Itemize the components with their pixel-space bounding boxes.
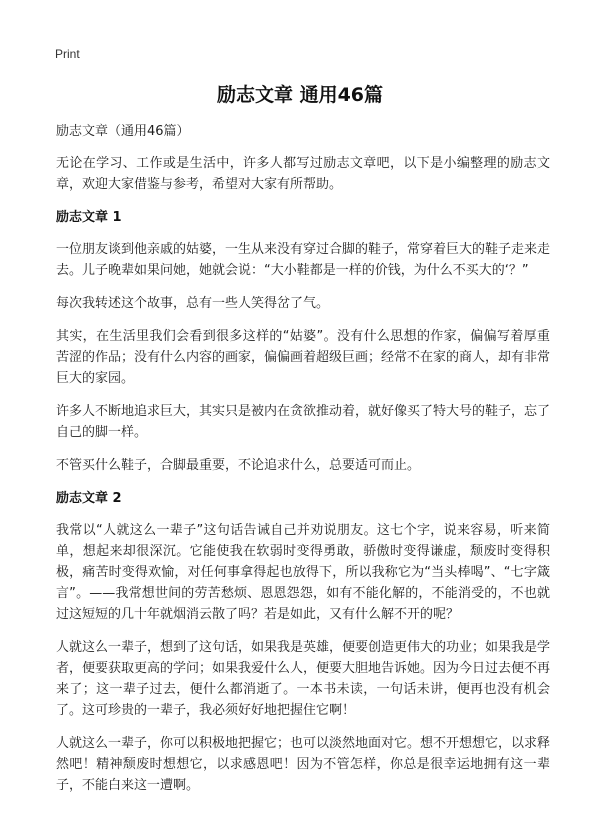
print-label: Print: [55, 47, 80, 61]
intro-paragraph: 无论在学习、工作或是生活中，许多人都写过励志文章吧，以下是小编整理的励志文章，欢迎大家借鉴与参考，希望对大家有所帮助。: [56, 156, 550, 192]
section-2-paragraph: 人就这么一辈子，想到了这句话，如果我是英雄，便要创造更伟大的功业；如果我是学者，便要获取更高的学问；如果我爱什么人，便要大胆地告诉她。因为今日过去便不再来了；这一辈子过去，便什么都消逝了。一本书未读，一句话未讲，便再也没有机会了。这可珍贵的一辈子，我必须好好地把握住它啊！: [56, 640, 551, 718]
section-2-paragraph: 我常以“人就这么一辈子”这句话告诫自己并劝说朋友。这七个字，说来容易，听来简单，想起来却很深沉。它能使我在软弱时变得勇敢，骄傲时变得谦虚，颓废时变得积极，痛苦时变得欢愉，对任何事拿得起也放得下，所以我称它为“当头棒喝”、“七字箴言”。——我常想世间的劳苦愁烦、恩恩怨怨，如有不能化解的，不能消受的，不也就过这短短的几十年就烟消云散了吗？若是如此，又有什么解不开的呢？: [56, 523, 550, 622]
section-heading-1: 励志文章 1: [56, 210, 122, 225]
section-1-paragraph: 不管买什么鞋子，合脚最重要，不论追求什么，总要适可而止。: [56, 458, 421, 473]
section-heading-2: 励志文章 2: [56, 491, 122, 506]
page-title: 励志文章 通用46篇: [216, 84, 384, 106]
section-1-paragraph: 许多人不断地追求巨大，其实只是被内在贪欲推动着，就好像买了特大号的鞋子，忘了自己的脚一样。: [56, 404, 551, 440]
section-1-paragraph: 其实，在生活里我们会看到很多这样的“姑婆”。没有什么思想的作家，偏偏写着厚重苦涩的作品；没有什么内容的画家，偏偏画着超级巨画；经常不在家的商人，却有非常巨大的家园。: [56, 329, 551, 386]
section-2-paragraph: 人就这么一辈子，你可以积极地把握它；也可以淡然地面对它。想不开想想它，以求释然吧！精神颓废时想想它，以求感恩吧！因为不管怎样，你总是很幸运地拥有这一辈子，不能白来这一遭啊。: [56, 736, 551, 793]
article-subtitle: 励志文章（通用46篇）: [56, 124, 190, 139]
article-content: [56, 121, 550, 808]
section-1-paragraph: 一位朋友谈到他亲戚的姑婆，一生从来没有穿过合脚的鞋子，常穿着巨大的鞋子走来走去。儿子晚辈如果问她，她就会说：“大小鞋都是一样的价钱，为什么不买大的‘？”: [56, 242, 551, 278]
section-1-paragraph: 每次我转述这个故事，总有一些人笑得岔了气。: [56, 296, 330, 311]
